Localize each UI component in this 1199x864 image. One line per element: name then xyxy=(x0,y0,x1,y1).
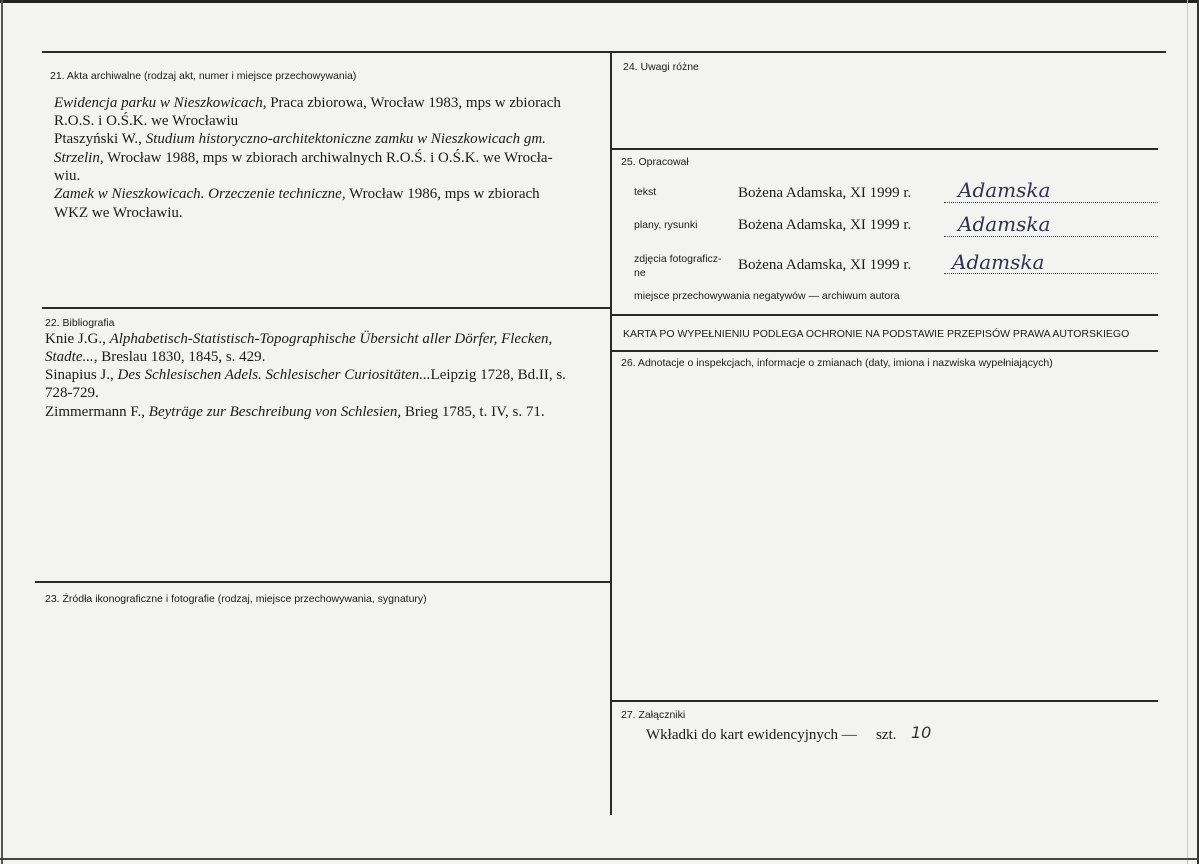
top-rule xyxy=(42,51,1166,53)
biblio-entry-3-author: Zimmermann F., xyxy=(45,404,149,420)
archive-entry-1-line2: R.O.S. i O.Ś.K. we Wrocławiu xyxy=(54,113,239,129)
biblio-entry-1-line2 xyxy=(45,348,265,366)
section-22-header: 22. Bibliografia xyxy=(45,317,115,329)
attachments-text: Wkładki do kart ewidencyjnych — xyxy=(646,727,857,743)
rule-notice-26 xyxy=(612,350,1158,352)
archive-entry-3-title: Zamek w Nieszkowicach. Orzeczenie techniczne, xyxy=(54,186,346,202)
signature-text: Adamska xyxy=(958,178,1051,202)
biblio-entry-2-line2: 728-729. xyxy=(45,385,99,401)
biblio-entry-3-line1 xyxy=(45,403,545,421)
row-plans-label: plany, rysunki xyxy=(634,219,698,231)
copyright-notice: KARTA PO WYPEŁNIENIU PODLEGA OCHRONIE NA PODSTAWIE PRZEPISÓW PRAWA AUTORSKIEGO xyxy=(623,328,1130,340)
biblio-entry-3-details: Brieg 1785, t. IV, s. 71. xyxy=(401,404,545,420)
biblio-entry-2-author: Sinapius J., xyxy=(45,367,118,383)
row-text-value: Bożena Adamska, XI 1999 r. xyxy=(738,185,912,201)
archive-entry-3-details: Wrocław 1986, mps w zbiorach xyxy=(345,186,540,202)
page-edge-left xyxy=(1,0,3,864)
archive-entry-3-line2: WKZ we Wrocławiu. xyxy=(54,205,183,221)
biblio-entry-1-title-end: Stadte..., xyxy=(45,349,98,365)
page-edge-bottom xyxy=(0,858,1199,860)
row-text-label: tekst xyxy=(634,186,657,198)
archive-entry-2-details: Wrocław 1988, mps w zbiorach archiwalnych R.O.Ś. i O.Ś.K. we Wrocła- xyxy=(103,150,553,166)
biblio-entry-1-details: Breslau 1830, 1845, s. 429. xyxy=(97,349,266,365)
section-24-header: 24. Uwagi różne xyxy=(623,61,699,73)
signature-plans: Adamska xyxy=(958,212,1051,236)
attachments-qty-value: 10 xyxy=(911,723,932,742)
rule-21-22 xyxy=(42,307,612,309)
negatives-location: miejsce przechowywania negatywów — archiwum autora xyxy=(634,290,900,302)
row-photos-label: zdjęcia fotograficz- xyxy=(634,253,722,265)
section-27-header: 27. Załączniki xyxy=(621,709,686,721)
archive-entry-2-title-end: Strzelin, xyxy=(54,150,104,166)
rule-26-27 xyxy=(612,700,1158,702)
rule-24-25 xyxy=(612,148,1158,150)
signature-line-photos xyxy=(944,273,1158,274)
section-25-header: 25. Opracował xyxy=(621,156,689,168)
page-edge-top xyxy=(0,0,1199,3)
biblio-entry-2-details: Leipzig 1728, Bd.II, s. xyxy=(430,367,566,383)
row-photos-value: Bożena Adamska, XI 1999 r. xyxy=(738,257,912,273)
rule-25-notice xyxy=(612,314,1158,316)
signature-photos: Adamska xyxy=(952,250,1045,274)
row-photos-label-cont: ne xyxy=(634,267,646,279)
row-plans-value: Bożena Adamska, XI 1999 r. xyxy=(738,217,912,233)
attachments-qty-label: szt. xyxy=(876,727,897,743)
section-23-header: 23. Źródła ikonograficzne i fotografie (rodzaj, miejsce przechowywania, sygnatury) xyxy=(45,593,427,605)
biblio-entry-3-title: Beyträge zur Beschreibung von Schlesien, xyxy=(148,404,402,420)
archive-entry-1-details: Praca zbiorowa, Wrocław 1983, mps w zbiorach xyxy=(266,95,561,111)
biblio-entry-2-title: Des Schlesischen Adels. Schlesischer Curiositäten... xyxy=(117,367,431,383)
signature-line-text xyxy=(944,202,1158,203)
archive-entry-1-line1 xyxy=(54,94,561,112)
archive-entry-2-line2 xyxy=(54,149,553,167)
biblio-entry-1-title: Alphabetisch-Statistisch-Topographische Übersicht aller Dörfer, Flecken, xyxy=(109,331,553,347)
signature-line-plans xyxy=(944,236,1158,237)
biblio-entry-2-line1 xyxy=(45,366,566,384)
archive-entry-2-author: Ptaszyński W., xyxy=(54,131,146,147)
archive-entry-2-title: Studium historyczno-architektoniczne zamku w Nieszkowicach gm. xyxy=(145,131,546,147)
rule-22-23 xyxy=(35,581,612,583)
archive-entry-1-title: Ewidencja parku w Nieszkowicach, xyxy=(54,95,267,111)
page-edge-right-inner xyxy=(1187,0,1188,864)
section-21-header: 21. Akta archiwalne (rodzaj akt, numer i miejsce przechowywania) xyxy=(50,70,357,82)
archive-entry-2-line1 xyxy=(54,130,546,148)
archive-entry-2-line3: wiu. xyxy=(54,168,81,184)
archive-entry-3-line1 xyxy=(54,185,540,203)
biblio-entry-1-author: Knie J.G., xyxy=(45,331,110,347)
section-26-header: 26. Adnotacje o inspekcjach, informacje o zmianach (daty, imiona i nazwiska wypełniających) xyxy=(621,357,1053,369)
biblio-entry-1-line1 xyxy=(45,330,552,348)
